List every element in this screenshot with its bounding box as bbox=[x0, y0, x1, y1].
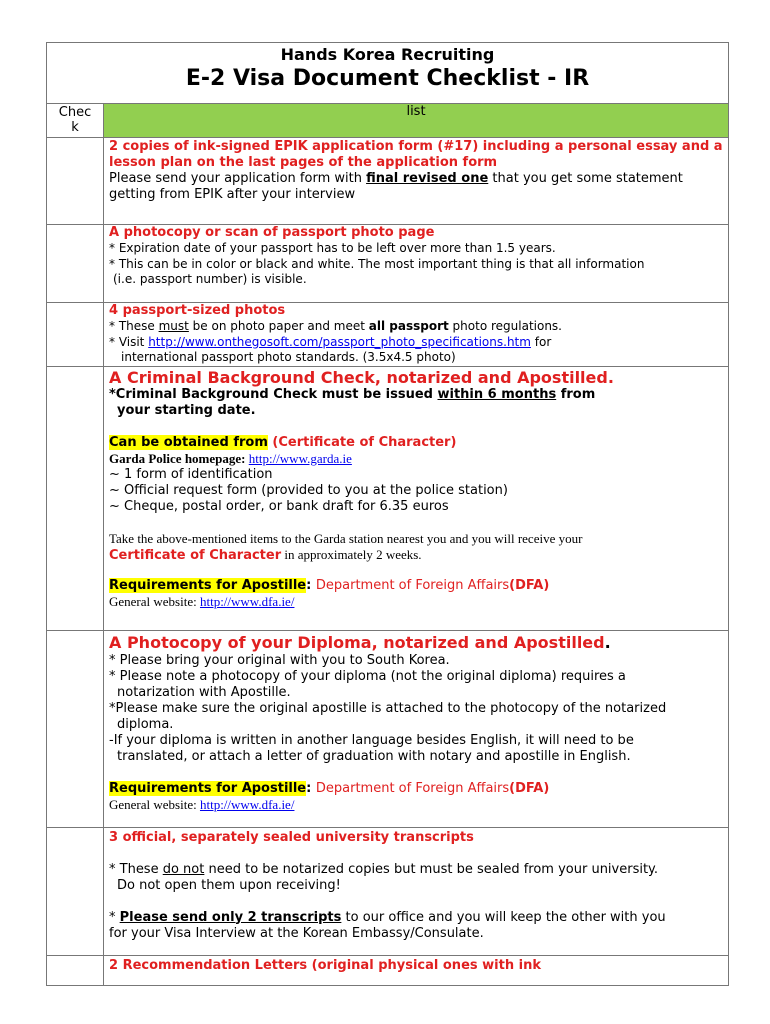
checklist-row-transcripts bbox=[47, 827, 729, 955]
checklist-page bbox=[46, 42, 729, 986]
checkbox-cell[interactable] bbox=[47, 827, 104, 955]
checklist-row-passport bbox=[47, 225, 729, 303]
item-title: A Photocopy of your Diploma, notarized and Apostilled. bbox=[109, 632, 611, 652]
item-note: *Criminal Background Check must be issued within 6 months from bbox=[109, 386, 596, 402]
item-note: * Expiration date of your passport has to be left over more than 1.5 years. bbox=[109, 241, 556, 255]
item-passport bbox=[104, 225, 729, 303]
item-photos bbox=[104, 303, 729, 367]
item-title: 2 Recommendation Letters (original physical ones with ink bbox=[109, 957, 541, 973]
checkbox-cell[interactable] bbox=[47, 225, 104, 303]
checklist-row-criminal-check bbox=[47, 366, 729, 630]
title-row bbox=[47, 43, 729, 104]
item-note: * This can be in color or black and white. The most important thing is that all information bbox=[109, 256, 645, 271]
item-note: * These do not need to be notarized copies but must be sealed from your university. bbox=[109, 861, 659, 877]
requirement-item: ~ 1 form of identification bbox=[109, 466, 273, 482]
obtain-heading: Can be obtained from (Certificate of Character) bbox=[109, 434, 457, 450]
item-note: * These must be on photo paper and meet all passport photo regulations. bbox=[109, 319, 562, 333]
item-note: Take the above-mentioned items to the Garda station nearest you and you will receive your bbox=[109, 530, 583, 546]
item-note: international passport photo standards. (3.5x4.5 photo) bbox=[121, 350, 456, 364]
garda-homepage: Garda Police homepage: http://www.garda.ie bbox=[109, 450, 352, 466]
item-note: * Visit http://www.onthegosoft.com/passport_photo_specifications.htm for bbox=[109, 334, 552, 349]
item-diploma bbox=[104, 630, 729, 827]
checkbox-cell[interactable] bbox=[47, 303, 104, 367]
item-note: * Please bring your original with you to South Korea. bbox=[109, 652, 450, 668]
item-note: -If your diploma is written in another language besides English, it will need to be bbox=[109, 732, 634, 748]
checkbox-cell[interactable] bbox=[47, 366, 104, 630]
document-title: E-2 Visa Document Checklist - IR bbox=[185, 66, 590, 91]
item-title: A Criminal Background Check, notarized and Apostilled. bbox=[109, 367, 614, 387]
checklist-row-diploma bbox=[47, 630, 729, 827]
checklist-row-photos bbox=[47, 303, 729, 367]
item-recommendation bbox=[104, 955, 729, 985]
item-note: for your Visa Interview at the Korean Embassy/Consulate. bbox=[109, 925, 484, 941]
item-note: diploma. bbox=[117, 716, 174, 732]
item-note: Please send your application form with final revised one that you get some statement getting from EPIK after your interview bbox=[109, 171, 683, 202]
item-note: * Please send only 2 transcripts to our office and you will keep the other with you bbox=[109, 909, 666, 925]
item-title: A photocopy or scan of passport photo page bbox=[109, 225, 435, 240]
dfa-website: General website: http://www.dfa.ie/ bbox=[109, 593, 295, 609]
garda-link[interactable]: http://www.garda.ie bbox=[248, 450, 352, 466]
dfa-link[interactable]: http://www.dfa.ie/ bbox=[199, 593, 295, 609]
checklist-table bbox=[46, 42, 729, 986]
header-row bbox=[47, 104, 729, 138]
item-note: * Please note a photocopy of your diploma (not the original diploma) requires a bbox=[109, 668, 626, 684]
item-note: your starting date. bbox=[117, 402, 256, 418]
apostille-requirements: Requirements for Apostille: Department of Foreign Affairs(DFA) bbox=[109, 780, 550, 796]
title-cell bbox=[47, 43, 729, 104]
item-note: *Please make sure the original apostille is attached to the photocopy of the notarized bbox=[109, 700, 667, 716]
item-note: Certificate of Character in approximately 2 weeks. bbox=[109, 546, 422, 563]
check-column-header: Chec k bbox=[47, 104, 104, 138]
checkbox-cell[interactable] bbox=[47, 955, 104, 985]
item-application-form bbox=[104, 138, 729, 225]
item-note: Do not open them upon receiving! bbox=[117, 877, 341, 893]
dfa-website: General website: http://www.dfa.ie/ bbox=[109, 796, 295, 812]
item-note: (i.e. passport number) is visible. bbox=[113, 272, 307, 286]
item-title: 2 copies of ink-signed EPIK application form (#17) including a personal essay and a lesson plan on the last pages of the application form bbox=[109, 139, 723, 170]
list-column-header: list bbox=[104, 104, 729, 138]
checklist-row-application-form bbox=[47, 138, 729, 225]
item-note: notarization with Apostille. bbox=[117, 684, 291, 700]
dfa-link[interactable]: http://www.dfa.ie/ bbox=[199, 796, 295, 812]
requirement-item: ~ Official request form (provided to you at the police station) bbox=[109, 482, 508, 498]
checkbox-cell[interactable] bbox=[47, 138, 104, 225]
item-title: 3 official, separately sealed university transcripts bbox=[109, 829, 474, 845]
requirement-item: ~ Cheque, postal order, or bank draft for 6.35 euros bbox=[109, 498, 449, 514]
item-transcripts bbox=[104, 827, 729, 955]
checkbox-cell[interactable] bbox=[47, 630, 104, 827]
item-note: translated, or attach a letter of graduation with notary and apostille in English. bbox=[117, 748, 631, 764]
organization-name: Hands Korea Recruiting bbox=[280, 45, 495, 64]
apostille-requirements: Requirements for Apostille: Department of Foreign Affairs(DFA) bbox=[109, 577, 550, 593]
passport-photo-link[interactable]: http://www.onthegosoft.com/passport_photo_specifications.htm bbox=[148, 334, 531, 349]
item-title: 4 passport-sized photos bbox=[109, 303, 286, 318]
checklist-row-recommendation bbox=[47, 955, 729, 985]
item-criminal-check bbox=[104, 366, 729, 630]
